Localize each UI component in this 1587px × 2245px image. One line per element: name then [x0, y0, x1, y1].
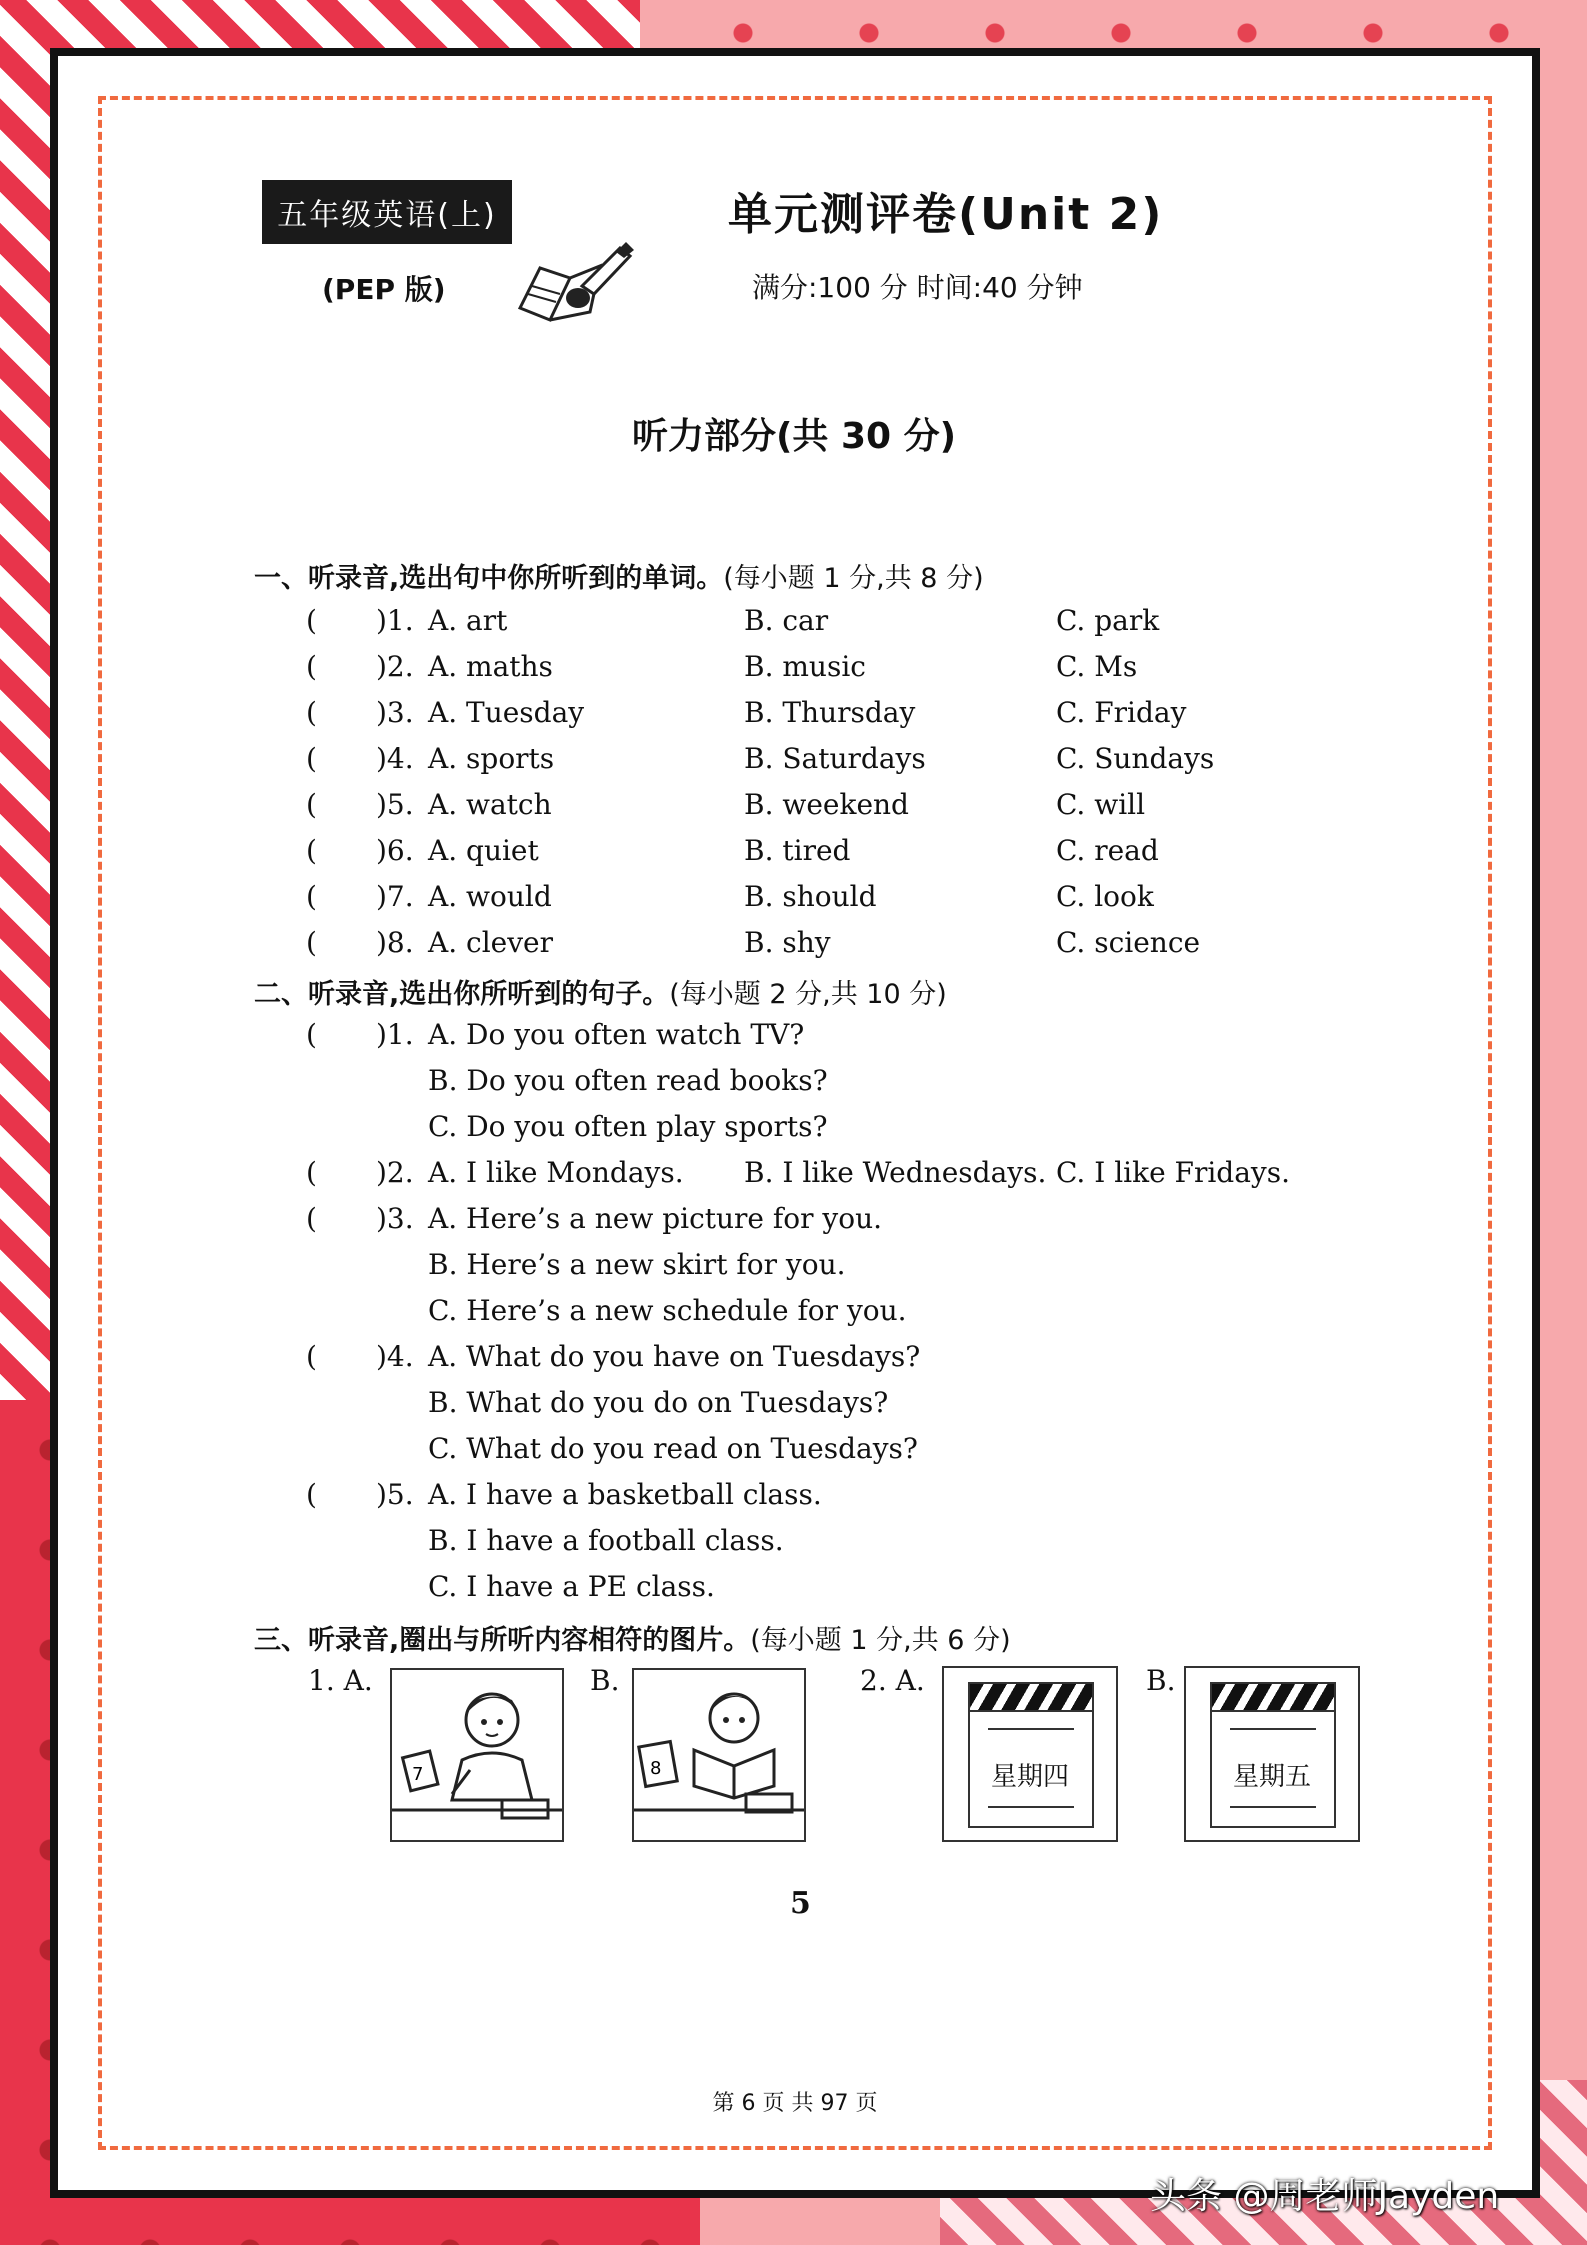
- item-num: )5.: [376, 1478, 414, 1511]
- option-a: A. I like Mondays.: [428, 1156, 684, 1189]
- option-c: C. Friday: [1056, 696, 1187, 729]
- answer-paren-open: (: [306, 834, 317, 867]
- item-num: )2.: [376, 1156, 414, 1189]
- item-num: )5.: [376, 788, 414, 821]
- option-a: A. watch: [428, 788, 552, 821]
- answer-paren-open: (: [306, 1018, 317, 1051]
- answer-paren-open: (: [306, 1156, 317, 1189]
- option-b: B. should: [744, 880, 877, 913]
- section3-points: (每小题 1 分,共 6 分): [750, 1625, 1011, 1656]
- option-c: C. Sundays: [1056, 742, 1215, 775]
- answer-paren-open: (: [306, 742, 317, 775]
- option-b: B. Here’s a new skirt for you.: [428, 1248, 846, 1281]
- option-a: A. Tuesday: [428, 696, 585, 729]
- option-c: C. I have a PE class.: [428, 1570, 715, 1603]
- option-c: C. read: [1056, 834, 1159, 867]
- watermark: 头条 @周老师Jayden: [1150, 2176, 1500, 2217]
- section2-heading: [254, 972, 947, 1011]
- page-number: 5: [790, 1886, 811, 1921]
- calendar-date: 7: [412, 1764, 424, 1785]
- option-a: A. quiet: [428, 834, 539, 867]
- item-num: )4.: [376, 742, 414, 775]
- option-a: A. clever: [428, 926, 554, 959]
- score-time: 满分:100 分 时间:40 分钟: [752, 271, 1083, 304]
- option-c: C. Ms: [1056, 650, 1138, 683]
- grade-badge: 五年级英语(上): [262, 180, 512, 244]
- item-num: )1.: [376, 1018, 414, 1051]
- option-c: C. I like Fridays.: [1056, 1156, 1291, 1189]
- section3-heading: [254, 1618, 1011, 1657]
- option-b: B. Do you often read books?: [428, 1064, 828, 1097]
- picture-boy-reading: [632, 1668, 806, 1842]
- answer-paren-open: (: [306, 880, 317, 913]
- item-num: )3.: [376, 696, 414, 729]
- option-c: C. science: [1056, 926, 1201, 959]
- section1-heading-text: 一、听录音,选出句中你所听到的单词。: [254, 563, 724, 594]
- section3-heading-text: 三、听录音,圈出与所听内容相符的图片。: [254, 1625, 751, 1656]
- calendar-date: 8: [650, 1758, 662, 1779]
- option-b: B. I like Wednesdays.: [744, 1156, 1047, 1189]
- answer-paren-open: (: [306, 650, 317, 683]
- option-b: B. weekend: [744, 788, 909, 821]
- answer-paren-open: (: [306, 1202, 317, 1235]
- section1-heading: [254, 556, 984, 595]
- answer-paren-open: (: [306, 696, 317, 729]
- item-num: )3.: [376, 1202, 414, 1235]
- answer-paren-open: (: [306, 604, 317, 637]
- option-b: B. What do you do on Tuesdays?: [428, 1386, 889, 1419]
- answer-paren-open: (: [306, 1340, 317, 1373]
- option-c: C. Here’s a new schedule for you.: [428, 1294, 907, 1327]
- option-c: C. will: [1056, 788, 1146, 821]
- answer-paren-open: (: [306, 1478, 317, 1511]
- option-a: A. maths: [428, 650, 553, 683]
- calendar-friday: [1184, 1666, 1360, 1842]
- option-c: C. look: [1056, 880, 1154, 913]
- option-b: B. car: [744, 604, 829, 637]
- option-b: B. shy: [744, 926, 831, 959]
- option-b: B. I have a football class.: [428, 1524, 784, 1557]
- option-c: C. park: [1056, 604, 1160, 637]
- q2-a-label: 2. A.: [860, 1664, 925, 1697]
- option-a: A. Here’s a new picture for you.: [428, 1202, 883, 1235]
- listening-section-title: 听力部分(共 30 分): [631, 416, 957, 457]
- item-num: )1.: [376, 604, 414, 637]
- page-title: 单元测评卷(Unit 2): [728, 189, 1164, 240]
- option-a: A. Do you often watch TV?: [428, 1018, 805, 1051]
- answer-paren-open: (: [306, 788, 317, 821]
- calendar-binding-icon: [968, 1682, 1094, 1712]
- item-num: )8.: [376, 926, 414, 959]
- option-a: A. art: [428, 604, 508, 637]
- calendar-day-label: 星期四: [990, 1762, 1069, 1792]
- option-b: B. Thursday: [744, 696, 916, 729]
- section1-points: (每小题 1 分,共 8 分): [723, 563, 984, 594]
- q1-a-label: 1. A.: [308, 1664, 373, 1697]
- item-num: )4.: [376, 1340, 414, 1373]
- option-a: A. What do you have on Tuesdays?: [428, 1340, 921, 1373]
- option-a: A. I have a basketball class.: [428, 1478, 822, 1511]
- q1-b-label: B.: [590, 1664, 620, 1697]
- item-num: )7.: [376, 880, 414, 913]
- boy-writing-illustration: [392, 1670, 562, 1840]
- answer-paren-open: (: [306, 926, 317, 959]
- section2-points: (每小题 2 分,共 10 分): [669, 979, 947, 1010]
- boy-reading-illustration: [634, 1670, 804, 1840]
- edition-label: (PEP 版): [322, 273, 446, 306]
- calendar-binding-icon: [1210, 1682, 1336, 1712]
- option-c: C. Do you often play sports?: [428, 1110, 828, 1143]
- section2-heading-text: 二、听录音,选出你所听到的句子。: [254, 979, 670, 1010]
- option-b: B. tired: [744, 834, 851, 867]
- calendar-day-label: 星期五: [1232, 1762, 1311, 1792]
- picture-boy-writing: [390, 1668, 564, 1842]
- option-a: A. sports: [428, 742, 555, 775]
- option-a: A. would: [428, 880, 552, 913]
- option-c: C. What do you read on Tuesdays?: [428, 1432, 918, 1465]
- option-b: B. Saturdays: [744, 742, 926, 775]
- calendar-thursday: [942, 1666, 1118, 1842]
- item-num: )6.: [376, 834, 414, 867]
- page-footer: 第 6 页 共 97 页: [712, 2091, 878, 2116]
- q2-b-label: B.: [1146, 1664, 1176, 1697]
- item-num: )2.: [376, 650, 414, 683]
- book-pencil-icon: [510, 228, 640, 328]
- option-b: B. music: [744, 650, 866, 683]
